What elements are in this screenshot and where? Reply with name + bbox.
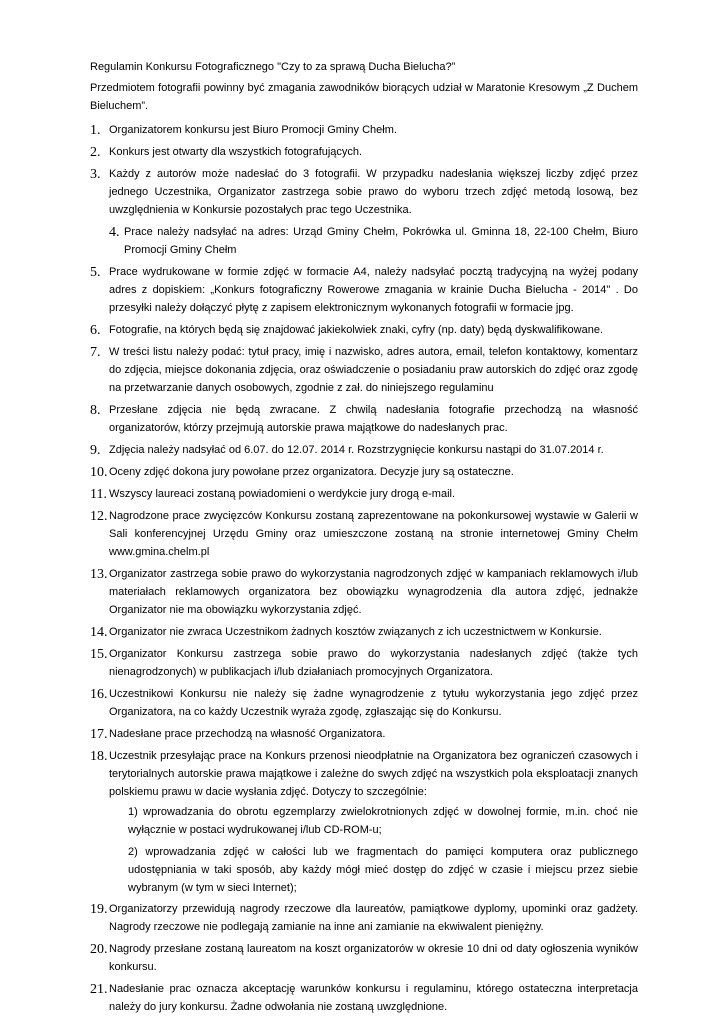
- list-item: [90, 566, 638, 619]
- item-number: 9.: [90, 443, 101, 458]
- item-text: Organizator Konkursu zastrzega sobie prawo do wykorzystania nadesłanych zdjęć (także tych nienagrodzonych) w publikacjach i/lub działaniach promocyjnych Organizatora.: [109, 648, 638, 678]
- document-intro: Przedmiotem fotografii powinny być zmagania zawodników biorących udział w Maratonie Kresowym „Z Duchem Bieluchem”.: [90, 82, 638, 112]
- list-item: [90, 726, 638, 743]
- regulation-document: [90, 58, 638, 1021]
- item-number: 10.: [90, 465, 108, 480]
- item-number: 19.: [90, 902, 108, 917]
- item-number: 17.: [90, 727, 108, 742]
- item-text: Organizator nie zwraca Uczestnikom żadnych kosztów związanych z ich uczestnictwem w Konkursie.: [109, 626, 602, 638]
- list-item: [90, 322, 638, 339]
- list-item: [90, 442, 638, 459]
- item-text: Nadesłanie prac oznacza akceptację warunków konkursu i regulaminu, którego ostateczna interpretacja należy do jury konkursu. Żadne odwołania nie zostaną uwzględnione.: [109, 983, 638, 1013]
- item-number: 4.: [109, 225, 120, 240]
- item-text: Organizatorzy przewidują nagrody rzeczowe dla laureatów, pamiątkowe dyplomy, upominki oraz gadżety. Nagrody rzeczowe nie podlegają zamianie na inne ani zamianie na ekwiwalent pieniężny.: [109, 903, 638, 933]
- item-number: 15.: [90, 647, 108, 662]
- list-item: [90, 646, 638, 681]
- item-number: 8.: [90, 403, 101, 418]
- item-number: 18.: [90, 749, 108, 764]
- item-number: 21.: [90, 982, 108, 997]
- list-item: [90, 941, 638, 976]
- list-item: [90, 166, 638, 219]
- item-number: 13.: [90, 567, 108, 582]
- item-text: Organizatorem konkursu jest Biuro Promocji Gminy Chełm.: [109, 124, 397, 136]
- item-number: 6.: [90, 323, 101, 338]
- item-number: 3.: [90, 167, 101, 182]
- item-text: Nagrodzone prace zwycięzców Konkursu zostaną zaprezentowane na pokonkursowej wystawie w Galerii w Sali konferencyjnej Urzędu Gminy oraz umieszczone zostaną na stronie internetowej Gminy Chełm www.gmina.chelm.pl: [109, 510, 638, 558]
- list-item: [90, 486, 638, 503]
- document-title: Regulamin Konkursu Fotograficznego "Czy to za sprawą Ducha Bielucha?”: [90, 61, 456, 73]
- item-number: 20.: [90, 942, 108, 957]
- list-item: [90, 686, 638, 721]
- list-item: [90, 144, 638, 161]
- item-number: 16.: [90, 687, 108, 702]
- list-item: [90, 981, 638, 1016]
- item-text: Zdjęcia należy nadsyłać od 6.07. do 12.07. 2014 r. Rozstrzygnięcie konkursu nastąpi do 31.07.2014 r.: [109, 444, 604, 456]
- item-text: Fotografie, na których będą się znajdować jakiekolwiek znaki, cyfry (np. daty) będą dyskwalifikowane.: [109, 324, 604, 336]
- list-item: [90, 122, 638, 139]
- list-item: [90, 748, 638, 801]
- list-item: [90, 464, 638, 481]
- item-number: 7.: [90, 345, 101, 360]
- sub-item: 2) wprowadzania zdjęć w całości lub we fragmentach do pamięci komputera oraz publicznego udostępniania w taki sposób, aby każdy mógł mieć dostęp do zdjęć w czasie i miejscu przez siebie wybranym (w tym w sieci Internet);: [128, 846, 638, 894]
- item-number: 11.: [90, 487, 107, 502]
- item-text: Organizator zastrzega sobie prawo do wykorzystania nagrodzonych zdjęć w kampaniach reklamowych i/lub materiałach reklamowych organizatora bez obowiązku wynagrodzenia dla autora zdjęć, jednakże Organizator nie ma obowiązku wykorzystania zdjęć.: [109, 568, 638, 616]
- list-item: [90, 508, 638, 561]
- item-number: 12.: [90, 509, 108, 524]
- list-item: [90, 402, 638, 437]
- item-text: Konkurs jest otwarty dla wszystkich fotografujących.: [109, 146, 363, 158]
- item-text: Nadesłane prace przechodzą na własność Organizatora.: [109, 728, 386, 740]
- item-text: Przesłane zdjęcia nie będą zwracane. Z chwilą nadesłania fotografie przechodzą na własność organizatorów, którzy przejmują autorskie prawa majątkowe do nadesłanych prac.: [109, 404, 638, 434]
- item-text: Oceny zdjęć dokona jury powołane przez organizatora. Decyzje jury są ostateczne.: [109, 466, 514, 478]
- item-text: W treści listu należy podać: tytuł pracy, imię i nazwisko, adres autora, email, telefon kontaktowy, komentarz do zdjęcia, miejsce dokonania zdjęcia, oraz oświadczenie o posiadaniu praw autorskich do zdjęć oraz zgodę na przetwarzanie danych osobowych, zgodnie z zał. do niniejszego regulaminu: [109, 346, 638, 394]
- item-text: Wszyscy laureaci zostaną powiadomieni o werdykcie jury drogą e-mail.: [109, 488, 456, 500]
- list-item: [90, 344, 638, 397]
- item-text: Uczestnik przesyłając prace na Konkurs przenosi nieodpłatnie na Organizatora bez ograniczeń czasowych i terytorialnych autorskie prawa majątkowe i zależne do swych zdjęć na wszystkich pola eksploatacji znanych polskiemu prawu w dacie wysłania zdjęć. Dotyczy to szczególnie:: [109, 750, 638, 798]
- item-text: Każdy z autorów może nadesłać do 3 fotografii. W przypadku nadesłania większej liczby zdjęć przez jednego Uczestnika, Organizator zastrzega sobie prawo do wyboru trzech zdjęć metodą losową, bez uwzględnienia w Konkursie pozostałych prac tego Uczestnika.: [109, 168, 638, 216]
- item-number: 14.: [90, 625, 108, 640]
- item-number: 1.: [90, 123, 101, 138]
- item-text: Uczestnikowi Konkursu nie należy się żadne wynagrodzenie z tytułu wykorzystania jego zdjęć przez Organizatora, na co każdy Uczestnik wyraża zgodę, zgłaszając się do Konkursu.: [109, 688, 638, 718]
- item-text: Prace należy nadsyłać na adres: Urząd Gminy Chełm, Pokrówka ul. Gminna 18, 22-100 Chełm, Biuro Promocji Gminy Chełm: [124, 226, 638, 256]
- list-item: [90, 901, 638, 936]
- list-item: [90, 264, 638, 317]
- list-item: [90, 624, 638, 641]
- item-number: 2.: [90, 145, 101, 160]
- sub-item: 1) wprowadzania do obrotu egzemplarzy zwielokrotnionych zdjęć w dowolnej formie, m.in. choć nie wyłącznie w postaci wydrukowanej i/lub CD-ROM-u;: [128, 806, 638, 836]
- item-text: Nagrody przesłane zostaną laureatom na koszt organizatorów w okresie 10 dni od daty ogłoszenia wyników konkursu.: [109, 943, 638, 973]
- item-number: 5.: [90, 265, 101, 280]
- list-item: [90, 224, 638, 259]
- item-text: Prace wydrukowane w formie zdjęć w formacie A4, należy nadsyłać pocztą tradycyjną na wyżej podany adres z dopiskiem: „Konkurs fotograficzny Rowerowe zmagania w krainie Ducha Bielucha - 2014" . Do przesyłki należy dołączyć płytę z zapisem elektronicznym wykonanych fotografii w formacie jpg.: [109, 266, 638, 314]
